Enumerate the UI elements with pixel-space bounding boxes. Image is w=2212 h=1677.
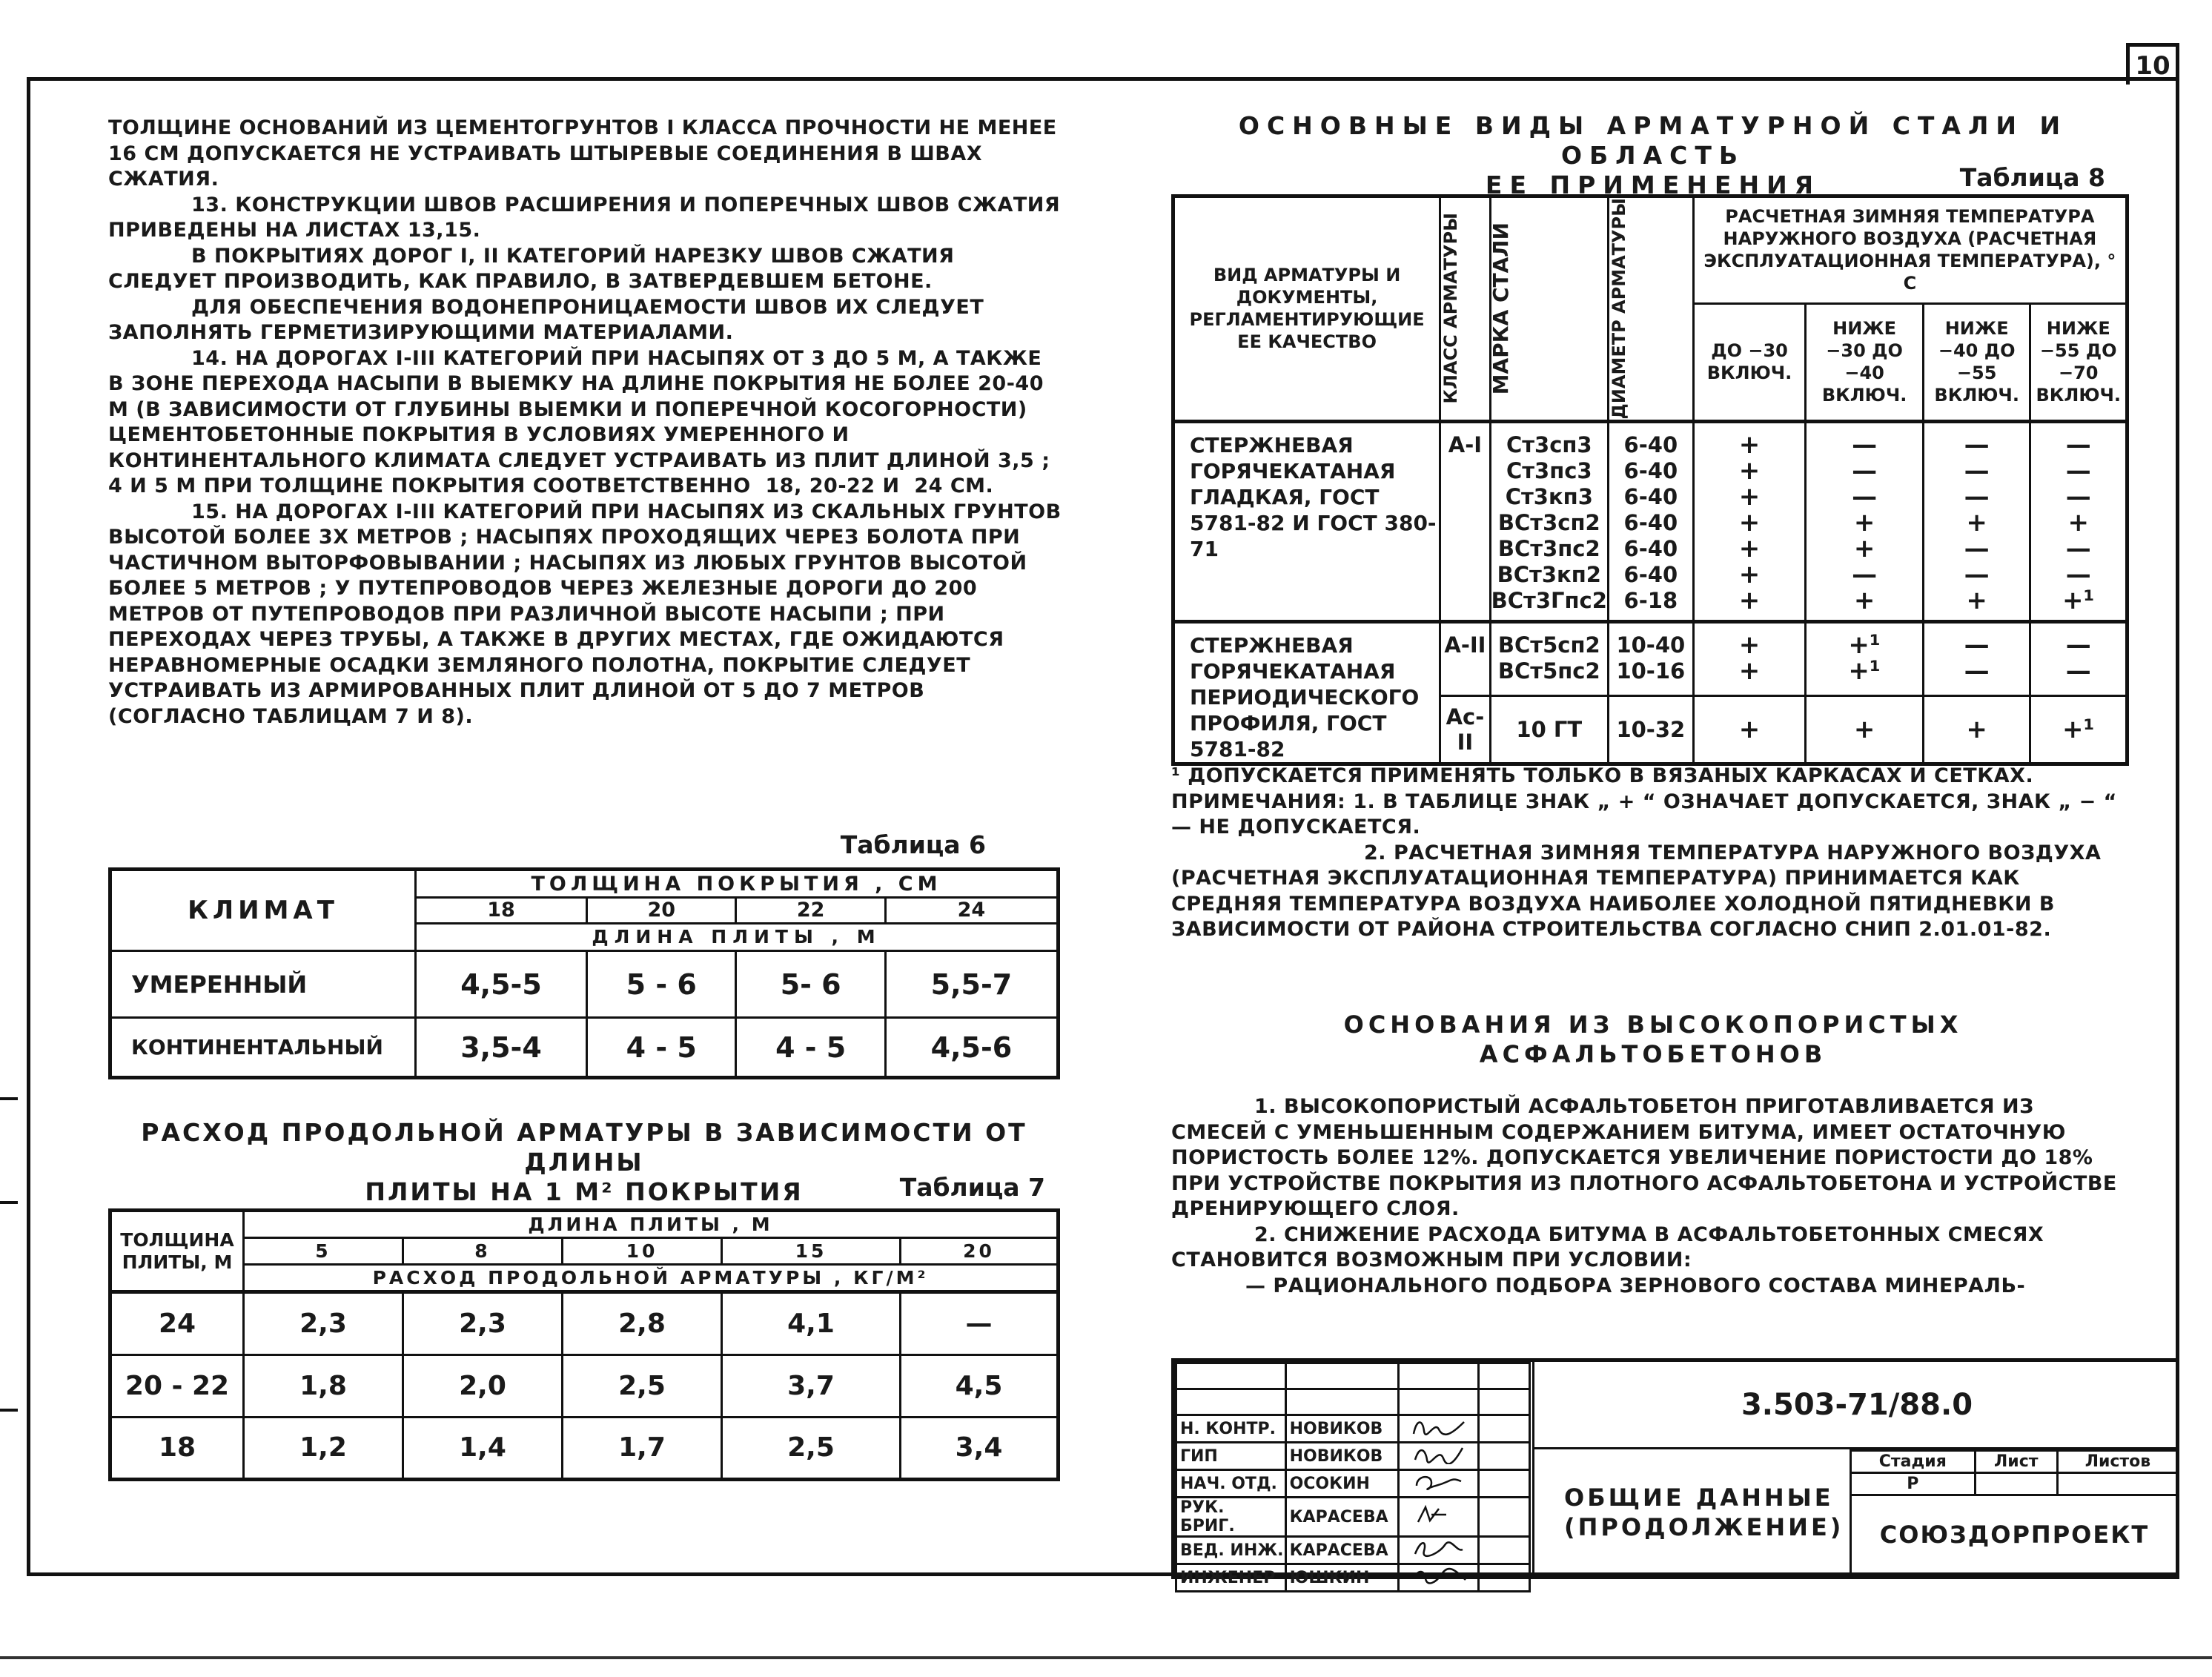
table8-grade: ВСт3пс2: [1497, 535, 1600, 561]
doc-code: 3.503-71/88.0: [1532, 1362, 2179, 1449]
table6-sub-header: ДЛИНА ПЛИТЫ , М: [416, 923, 1059, 950]
table8-mark: —: [1852, 429, 1878, 460]
table8-mark: —: [2065, 429, 2091, 460]
table7-cell: 2,3: [403, 1292, 563, 1354]
table8-mark: —: [2065, 559, 2091, 589]
table6-cell: 4,5-6: [885, 1018, 1058, 1078]
table8-diameter: 10-16: [1616, 658, 1686, 684]
stamp-name: ЮШКИН: [1285, 1564, 1399, 1592]
table8-diameter: 6-40: [1623, 561, 1678, 587]
paragraph: ДЛЯ ОБЕСПЕЧЕНИЯ ВОДОНЕПРОНИЦАЕМОСТИ ШВОВ ИХ СЛЕДУЕТ ЗАПОЛНЯТЬ ГЕРМЕТИЗИРУЮЩИМИ МАТЕРИАЛАМИ.: [108, 295, 992, 344]
paragraph: В ПОКРЫТИЯХ ДОРОГ I, II КАТЕГОРИЙ НАРЕЗКУ ШВОВ СЖАТИЯ СЛЕДУЕТ ПРОИЗВОДИТЬ, КАК ПРАВИЛО, В ЗАТВЕРДЕВШЕМ БЕТОНЕ.: [108, 244, 962, 293]
table8-t3: [1923, 621, 2030, 696]
table8-mark: +: [1806, 696, 1924, 764]
table8-mark: —: [1964, 559, 1990, 589]
table6-cell: 4,5-5: [416, 950, 587, 1018]
table8-mark: —: [2065, 533, 2091, 563]
stamp-role: РУК. БРИГ.: [1176, 1498, 1286, 1537]
stamp-role: ВЕД. ИНЖ.: [1176, 1537, 1286, 1564]
table7-cell: 1,8: [244, 1354, 403, 1417]
table6-cell: 4 - 5: [736, 1018, 885, 1078]
table8-mark: —: [1964, 455, 1990, 486]
table8-mark: —: [2065, 629, 2091, 660]
margin-mark: [0, 1409, 18, 1412]
table7-cell: 3,7: [722, 1354, 901, 1417]
note: 2. РАСЧЕТНАЯ ЗИМНЯЯ ТЕМПЕРАТУРА НАРУЖНОГО ВОЗДУХА (РАСЧЕТНАЯ ЭКСПЛУАТАЦИОННАЯ ТЕМПЕРАТУРА) ПРИНИМАЕТСЯ КАК СРЕДНЯЯ ТЕМПЕРАТУРА ВОЗДУХА НАИБОЛЕЕ ХОЛОДНОЙ ПЯТИДНЕВКИ В ЗАВИСИМОСТИ ОТ РАЙОНА СТРОИТЕЛЬСТВА СОГЛАСНО СНИП 2.01.01-82.: [1171, 841, 2109, 941]
paragraph: 14. НА ДОРОГАХ I-III КАТЕГОРИЙ ПРИ НАСЫПЯХ ОТ 3 ДО 5 М, А ТАКЖЕ В ЗОНЕ ПЕРЕХОДА НАСЫПИ В ВЫЕМКУ НА ДЛИНЕ ПОКРЫТИЯ НЕ БОЛЕЕ 20-40 М (В ЗАВИСИМОСТИ ОТ ГЛУБИНЫ ВЫЕМКИ И ПОПЕРЕЧНОЙ КОСОГОРНОСТИ) ЦЕМЕНТОБЕТОННЫЕ ПОКРЫТИЯ В УСЛОВИЯХ УМЕРЕННОГО И КОНТИНЕНТАЛЬНОГО КЛИМАТА СЛЕДУЕТ УСТРАИВАТЬ ИЗ ПЛИТ ДЛИНОЙ 3,5 ; 4 И 5 М ПРИ ТОЛЩИНЕ ПОКРЫТИЯ СООТВЕТСТВЕННО 18, 20-22 И 24 СМ.: [108, 346, 1058, 497]
table8-mark: —: [2065, 455, 2091, 486]
table6-col: 18: [416, 898, 587, 923]
stamp-role: НАЧ. ОТД.: [1176, 1470, 1286, 1498]
table6-cell: 5,5-7: [885, 950, 1058, 1018]
table8-mark: —: [1964, 481, 1990, 512]
table7-cell: 2,5: [563, 1354, 722, 1417]
organization: СОЮЗДОРПРОЕКТ: [1851, 1495, 2179, 1575]
table8-mark: +: [1738, 533, 1761, 563]
table8-t4: [2030, 621, 2127, 696]
stamp-name: НОВИКОВ: [1285, 1415, 1399, 1443]
stamp-role: ГИП: [1176, 1443, 1286, 1470]
table6-cell: 5- 6: [736, 950, 885, 1018]
table8-grade: ВСт5сп2: [1497, 632, 1600, 658]
table8-mark: +: [1738, 455, 1761, 486]
signature-image: [1399, 1498, 1479, 1537]
table8-col-type: ВИД АРМАТУРЫ И ДОКУМЕНТЫ, РЕГЛАМЕНТИРУЮЩИЕ ЕЕ КАЧЕСТВО: [1173, 196, 1440, 422]
table8-group-class2: Ас-II: [1440, 696, 1491, 764]
table8-t4: [2030, 421, 2127, 621]
table8-diameter: 6-40: [1623, 483, 1678, 509]
stage-table: [1850, 1449, 2179, 1575]
table8-mark: +: [1923, 696, 2030, 764]
table8-col-diameter-cell: [1608, 196, 1693, 422]
table7-title-line: РАСХОД ПРОДОЛЬНОЙ АРМАТУРЫ В ЗАВИСИМОСТИ ОТ ДЛИНЫ: [141, 1118, 1027, 1177]
table6-col: 24: [885, 898, 1058, 923]
table7-row-label: 20 - 22: [110, 1354, 244, 1417]
table6-cell: 3,5-4: [416, 1018, 587, 1078]
table6-group-header: ТОЛЩИНА ПОКРЫТИЯ , СМ: [416, 870, 1059, 898]
signature-image: [1399, 1564, 1479, 1592]
sheet-title: ОБЩИЕ ДАННЫЕ (ПРОДОЛЖЕНИЕ): [1532, 1449, 1850, 1575]
table7-col: 5: [244, 1238, 403, 1265]
stamp-role: ИНЖЕНЕР: [1176, 1564, 1286, 1592]
table7-col: 8: [403, 1238, 563, 1265]
table8-temp-col: НИЖЕ −40 ДО −55 ВКЛЮЧ.: [1923, 303, 2030, 421]
table8-title-line: ЕЕ ПРИМЕНЕНИЯ: [1485, 171, 1821, 199]
table7-cell: 2,0: [403, 1354, 563, 1417]
table7-row-label: 24: [110, 1292, 244, 1354]
table6-row-label: УМЕРЕННЫЙ: [110, 950, 416, 1018]
table8-mark: +: [1738, 629, 1761, 660]
table8-grades: [1490, 421, 1608, 621]
paragraph: 13. КОНСТРУКЦИИ ШВОВ РАСШИРЕНИЯ И ПОПЕРЕЧНЫХ ШВОВ СЖАТИЯ ПРИВЕДЕНЫ НА ЛИСТАХ 13,15.: [108, 193, 1068, 242]
table7-group-header: ДЛИНА ПЛИТЫ , М: [244, 1211, 1059, 1238]
table7-col: 20: [901, 1238, 1059, 1265]
table6: [108, 867, 1060, 1079]
table8-mark: +: [1738, 585, 1761, 615]
table8-mark: —: [1852, 455, 1878, 486]
table8: [1171, 194, 2129, 766]
table8-diameter: 6-40: [1623, 457, 1678, 483]
table8-mark: +: [1853, 585, 1875, 615]
table8-mark: +: [1738, 429, 1761, 460]
table7-cell: 2,3: [244, 1292, 403, 1354]
signature-table: [1175, 1362, 1531, 1592]
table8-mark: +: [1738, 559, 1761, 589]
table8-mark: —: [1964, 533, 1990, 563]
table8-col-grade-cell: [1490, 196, 1608, 422]
table6-cell: 4 - 5: [587, 1018, 736, 1078]
table8-grade: ВСт5пс2: [1497, 658, 1600, 684]
table8-col-diameter: ДИАМЕТР АРМАТУРЫ: [1608, 198, 1629, 420]
table8-notes: [1171, 764, 2135, 943]
paragraph: — РАЦИОНАЛЬНОГО ПОДБОРА ЗЕРНОВОГО СОСТАВА МИНЕРАЛЬ-: [1245, 1274, 2026, 1297]
table8-col-class-cell: [1440, 196, 1491, 422]
table7-col: 10: [563, 1238, 722, 1265]
table7-col: 15: [722, 1238, 901, 1265]
table8-diameter: 6-40: [1623, 509, 1678, 535]
table7-cell: 2,5: [722, 1417, 901, 1479]
table6-row-label: КОНТИНЕНТАЛЬНЫЙ: [110, 1018, 416, 1078]
table8-mark: +: [1966, 585, 1987, 615]
table8-mark: +: [1738, 481, 1761, 512]
section2-text: [1171, 1094, 2135, 1299]
footnote: ¹ ДОПУСКАЕТСЯ ПРИМЕНЯТЬ ТОЛЬКО В ВЯЗАНЫХ КАРКАСАХ И СЕТКАХ.: [1171, 764, 2034, 787]
table8-grade: Ст3кп3: [1505, 483, 1593, 509]
table8-grade: ВСт3Гпс2: [1491, 587, 1607, 613]
margin-mark: [0, 1201, 18, 1204]
table8-grade: Ст3пс3: [1506, 457, 1592, 483]
section2-title: [1171, 1010, 2135, 1069]
table8-diameter: 10-40: [1616, 632, 1686, 658]
table6-cell: 5 - 6: [587, 950, 736, 1018]
table8-mark: —: [1964, 429, 1990, 460]
table8-mark: +¹: [1848, 629, 1881, 660]
stamp-role: Н. КОНТР.: [1176, 1415, 1286, 1443]
signature-image: [1399, 1415, 1479, 1443]
signature-image: [1399, 1443, 1479, 1470]
table6-col: 22: [736, 898, 885, 923]
table8-mark: +: [1853, 533, 1875, 563]
table8-title-line: ОСНОВНЫЕ ВИДЫ АРМАТУРНОЙ СТАЛИ И ОБЛАСТЬ: [1238, 111, 2068, 170]
table8-diameter: 6-40: [1623, 431, 1678, 457]
table8-mark: —: [2065, 481, 2091, 512]
signature-image: [1399, 1537, 1479, 1564]
sheet-label: Лист: [1975, 1451, 2057, 1473]
section2-title-line: ОСНОВАНИЯ ИЗ ВЫСОКОПОРИСТЫХ: [1343, 1010, 1963, 1039]
table7-sub-header: РАСХОД ПРОДОЛЬНОЙ АРМАТУРЫ , КГ/М²: [244, 1265, 1059, 1292]
margin-mark: [0, 1097, 18, 1100]
table6-label: Таблица 6: [840, 830, 986, 859]
table8-t1: [1693, 621, 1806, 696]
table8-grade: ВСт3сп2: [1497, 509, 1600, 535]
stamp-name: НОВИКОВ: [1285, 1443, 1399, 1470]
table8-group-name: СТЕРЖНЕВАЯ ГОРЯЧЕКАТАНАЯ ГЛАДКАЯ, ГОСТ 5781-82 И ГОСТ 380-71: [1173, 421, 1440, 621]
table7-label: Таблица 7: [899, 1173, 1045, 1202]
table7-cell: 3,4: [901, 1417, 1059, 1479]
table8-mark: +: [1693, 696, 1806, 764]
table8-label: Таблица 8: [1959, 163, 2105, 192]
table8-mark: +¹: [1848, 655, 1881, 686]
table8-diameter: 6-40: [1623, 535, 1678, 561]
table7-corner-header: ТОЛЩИНА ПЛИТЫ, М: [110, 1211, 244, 1292]
table7-cell: 2,8: [563, 1292, 722, 1354]
stamp-name: ОСОКИН: [1285, 1470, 1399, 1498]
left-text-block: [108, 116, 1072, 730]
table8-mark: +¹: [2062, 585, 2095, 615]
signature-image: [1399, 1470, 1479, 1498]
table8-temp-col: ДО −30 ВКЛЮЧ.: [1693, 303, 1806, 421]
table8-t2: [1806, 421, 1924, 621]
table8-group-class: А-I: [1440, 421, 1491, 621]
paragraph: ТОЛЩИНЕ ОСНОВАНИЙ ИЗ ЦЕМЕНТОГРУНТОВ I КЛАССА ПРОЧНОСТИ НЕ МЕНЕЕ 16 СМ ДОПУСКАЕТСЯ НЕ УСТРАИВАТЬ ШТЫРЕВЫЕ СОЕДИНЕНИЯ В ШВАХ СЖАТИЯ.: [108, 116, 1072, 191]
table7-cell: —: [901, 1292, 1059, 1354]
table8-diameter: 6-18: [1623, 587, 1678, 613]
table8-mark: +: [1966, 507, 1987, 538]
table8-diameters: [1608, 421, 1693, 621]
table8-mark: +¹: [2030, 696, 2127, 764]
table6-corner-header: КЛИМАТ: [110, 870, 416, 951]
stage-value: Р: [1851, 1473, 1976, 1495]
sheets-label: Листов: [2057, 1451, 2178, 1473]
table7-cell: 1,4: [403, 1417, 563, 1479]
table8-mark: —: [1964, 655, 1990, 686]
table8-mark: +: [1738, 507, 1761, 538]
table8-mark: +: [1738, 655, 1761, 686]
table8-mark: +: [2067, 507, 2089, 538]
table8-diameter: 10-32: [1608, 696, 1693, 764]
table6-col: 20: [587, 898, 736, 923]
table8-diameters: [1608, 621, 1693, 696]
table8-grades: [1490, 621, 1608, 696]
table8-t3: [1923, 421, 2030, 621]
table8-grade: Ст3сп3: [1506, 431, 1592, 457]
paragraph: 15. НА ДОРОГАХ I-III КАТЕГОРИЙ ПРИ НАСЫПЯХ ИЗ СКАЛЬНЫХ ГРУНТОВ ВЫСОТОЙ БОЛЕЕ 3X МЕТРОВ ; НАСЫПЯХ ПРОХОДЯЩИХ ЧЕРЕЗ БОЛОТА ПРИ ЧАСТИЧНОМ ВЫТОРФОВЫВАНИИ ; НАСЫПЯХ ИЗ ЛЮБЫХ ГРУНТОВ ВЫСОТОЙ БОЛЕЕ 5 МЕТРОВ ; У ПУТЕПРОВОДОВ ЧЕРЕЗ ЖЕЛЕЗНЫЕ ДОРОГИ ДО 200 МЕТРОВ ОТ ПУТЕПРОВОДОВ ПРИ РАЗЛИЧНОЙ ВЫСОТЕ НАСЫПИ ; ПРИ ПЕРЕХОДАХ ЧЕРЕЗ ТРУБЫ, А ТАКЖЕ В ДРУГИХ МЕСТАХ, ГДЕ ОЖИДАЮТСЯ НЕРАВНОМЕРНЫЕ ОСАДКИ ЗЕМЛЯНОГО ПОЛОТНА, ПОКРЫТИЕ СЛЕДУЕТ УСТРАИВАТЬ ИЗ АРМИРОВАННЫХ ПЛИТ ДЛИНОЙ ОТ 5 ДО 7 МЕТРОВ (СОГЛАСНО ТАБЛИЦАМ 7 И 8).: [108, 500, 1069, 728]
paragraph: 1. ВЫСОКОПОРИСТЫЙ АСФАЛЬТОБЕТОН ПРИГОТАВЛИВАЕТСЯ ИЗ СМЕСЕЙ С УМЕНЬШЕННЫМ СОДЕРЖАНИЕМ БИТУМА, ИМЕЕТ ОСТАТОЧНУЮ ПОРИСТОСТЬ БОЛЕЕ 12%. ДОПУСКАЕТСЯ УВЕЛИЧЕНИЕ ПОРИСТОСТИ ДО 18% ПРИ УСТРОЙСТВЕ ПОКРЫТИЯ ИЗ ПЛОТНОГО АСФАЛЬТОБЕТОНА И УСТРОЙСТВЕ ДРЕНИРУЮЩЕГО СЛОЯ.: [1171, 1095, 2125, 1220]
table7-row-label: 18: [110, 1417, 244, 1479]
note: ПРИМЕЧАНИЯ: 1. В ТАБЛИЦЕ ЗНАК „ + “ ОЗНАЧАЕТ ДОПУСКАЕТСЯ, ЗНАК „ − “ — НЕ ДОПУСКАЕТСЯ.: [1171, 790, 2125, 838]
table8-grade: ВСт3кп2: [1497, 561, 1601, 587]
table8-mark: —: [1852, 481, 1878, 512]
table8-mark: —: [2065, 655, 2091, 686]
table8-mark: —: [1964, 629, 1990, 660]
table8-temp-col: НИЖЕ −30 ДО −40 ВКЛЮЧ.: [1806, 303, 1924, 421]
table8-temp-col: НИЖЕ −55 ДО −70 ВКЛЮЧ.: [2030, 303, 2127, 421]
table7-cell: 1,7: [563, 1417, 722, 1479]
stage-label: Стадия: [1851, 1451, 1976, 1473]
table7-cell: 4,5: [901, 1354, 1059, 1417]
title-block: [1171, 1358, 2179, 1587]
stamp-name: КАРАСЕВА: [1285, 1537, 1399, 1564]
page-number: 10: [2126, 43, 2179, 85]
table8-mark: +: [1853, 507, 1875, 538]
table8-mark: —: [1852, 559, 1878, 589]
table7: [108, 1208, 1060, 1481]
table8-t2: [1806, 621, 1924, 696]
table7-cell: 1,2: [244, 1417, 403, 1479]
table8-t1: [1693, 421, 1806, 621]
stamp-name: КАРАСЕВА: [1285, 1498, 1399, 1537]
table8-grade: 10 ГТ: [1490, 696, 1608, 764]
table8-col-grade: МАРКА СТАЛИ: [1488, 222, 1513, 395]
section2-title-line: АСФАЛЬТОБЕТОНОВ: [1479, 1040, 1827, 1068]
table8-group-name: СТЕРЖНЕВАЯ ГОРЯЧЕКАТАНАЯ ПЕРИОДИЧЕСКОГО ПРОФИЛЯ, ГОСТ 5781-82: [1173, 621, 1440, 764]
table8-temp-header: РАСЧЕТНАЯ ЗИМНЯЯ ТЕМПЕРАТУРА НАРУЖНОГО ВОЗДУХА (РАСЧЕТНАЯ ЭКСПЛУАТАЦИОННАЯ ТЕМПЕРАТУРА), ° С: [1693, 196, 2127, 304]
scan-edge-line: [0, 1656, 2212, 1659]
paragraph: 2. СНИЖЕНИЕ РАСХОДА БИТУМА В АСФАЛЬТОБЕТОННЫХ СМЕСЯХ СТАНОВИТСЯ ВОЗМОЖНЫМ ПРИ УСЛОВИИ:: [1171, 1223, 2052, 1271]
table8-group-class: А-II: [1440, 621, 1491, 696]
table7-cell: 4,1: [722, 1292, 901, 1354]
table8-col-class: КЛАСС АРМАТУРЫ: [1440, 213, 1462, 405]
table7-title-line: ПЛИТЫ НА 1 М² ПОКРЫТИЯ: [365, 1177, 804, 1206]
